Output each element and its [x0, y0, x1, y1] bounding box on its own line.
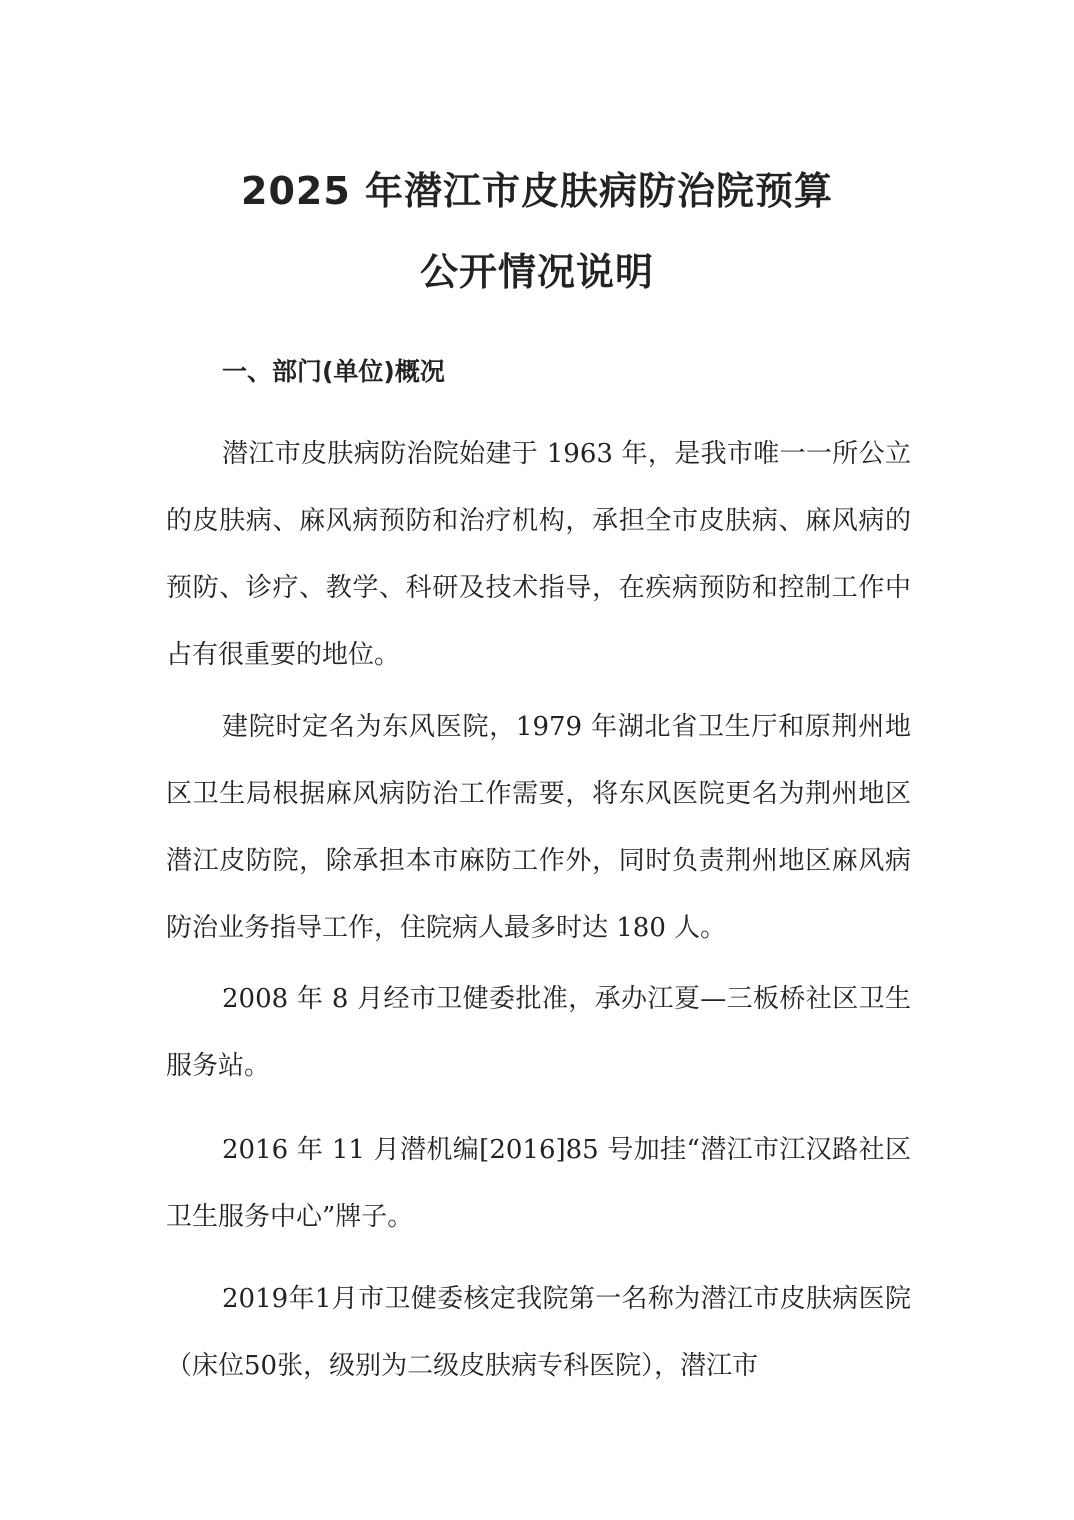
- paragraph-2: 建院时定名为东风医院，1979 年湖北省卫生厅和原荆州地区卫生局根据麻风病防治工作需要，将东风医院更名为荆州地区潜江皮防院，除承担本市麻防工作外，同时负责荆州地区麻风病防治业务指导工作，住院病人最多时达 180 人。: [166, 712, 911, 943]
- paragraph-5: 2019年1月市卫健委核定我院第一名称为潜江市皮肤病医院（床位50张，级别为二级皮肤病专科医院），潜江市: [166, 1284, 911, 1381]
- paragraph-4: 2016 年 11 月潜机编[2016]85 号加挂“潜江市江汉路社区卫生服务中心”牌子。: [166, 1135, 911, 1232]
- paragraph-1: 潜江市皮肤病防治院始建于 1963 年，是我市唯一一所公立的皮肤病、麻风病预防和治疗机构，承担全市皮肤病、麻风病的预防、诊疗、教学、科研及技术指导，在疾病预防和控制工作中占有很重要的地位。: [166, 439, 911, 670]
- paragraph-3: 2008 年 8 月经市卫健委批准，承办江夏—三板桥社区卫生服务站。: [166, 984, 911, 1081]
- section-heading: 一、部门(单位)概况: [222, 357, 445, 386]
- document-title-line2: 公开情况说明: [419, 250, 654, 294]
- document-title-line1: 2025 年潜江市皮肤病防治院预算: [241, 169, 833, 213]
